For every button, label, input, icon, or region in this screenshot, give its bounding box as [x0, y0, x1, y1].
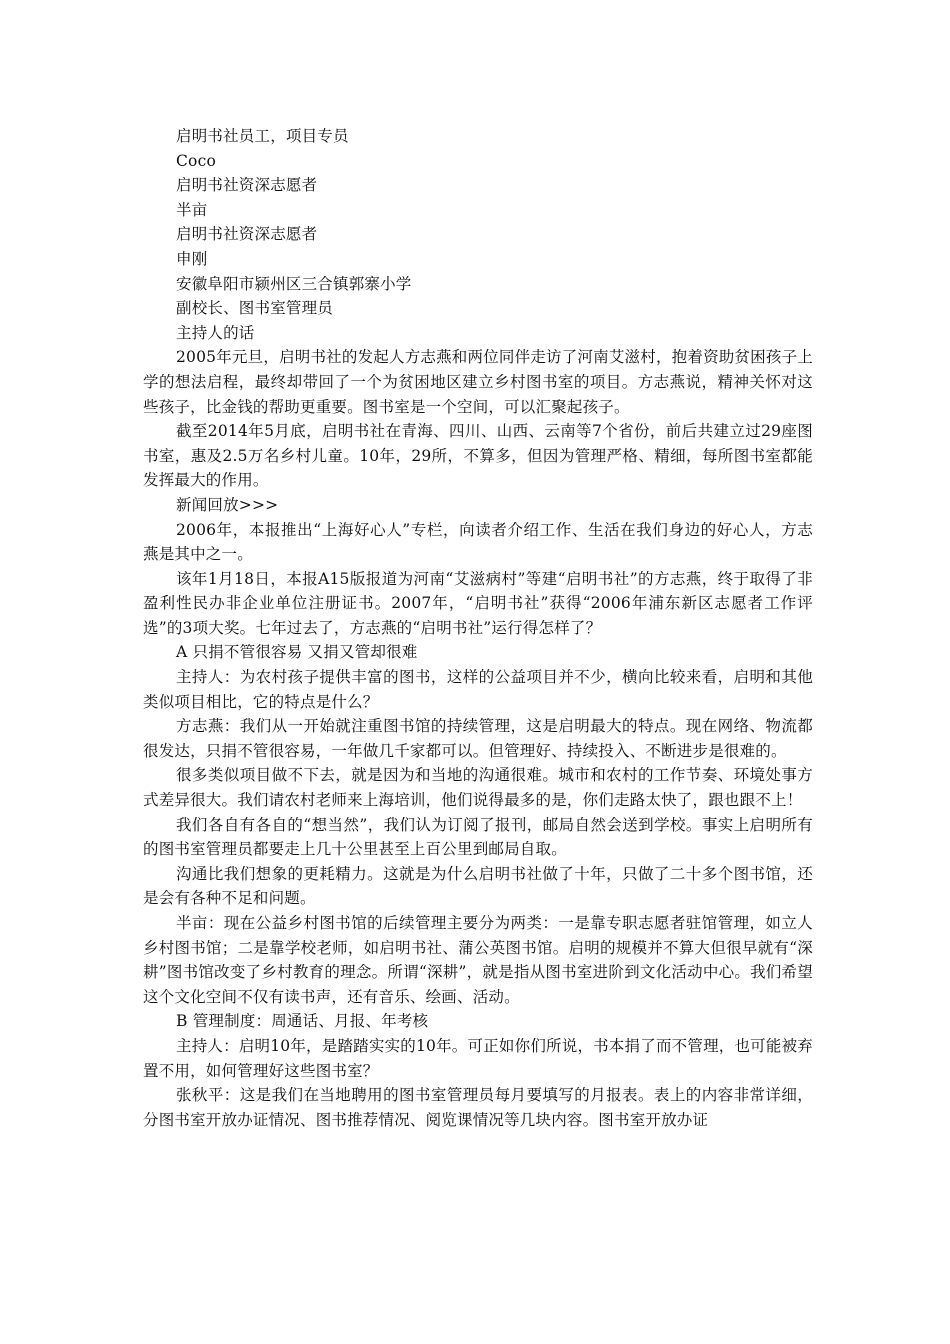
para-name-coco: Coco [176, 151, 217, 170]
para-host-words-2: 截至2014年5月底，启明书社在青海、四川、山西、云南等7个省份，前后共建立过29座图书室，惠及2.5万名乡村儿童。10年，29所，不算多，但因为管理严格、精细，每所图书室都能发挥最大的作用。 [143, 422, 813, 490]
para-name-banmu: 半亩 [176, 200, 208, 219]
para-fang-answer-1: 方志燕：我们从一开始就注重图书馆的持续管理，这是启明最大的特点。现在网络、物流都很发达，只捐不管很容易，一年做几千家都可以。但管理好、持续投入、不断进步是很难的。 [143, 717, 813, 760]
para-host-question-2: 主持人：启明10年，是踏踏实实的10年。可正如你们所说，书本捐了而不管理，也可能被弃置不用，如何管理好这些图书室？ [143, 1036, 813, 1080]
para-name-shengang: 申刚 [176, 249, 208, 268]
section-b-heading: B 管理制度：周通话、月报、年考核 [176, 1012, 429, 1031]
para-school-role: 副校长、图书室管理员 [176, 299, 334, 318]
para-school: 安徽阜阳市颍州区三合镇郭寨小学 [176, 274, 412, 293]
section-a-heading: A 只捐不管很容易 又捐又管却很难 [176, 643, 418, 662]
para-volunteer-title-2: 启明书社资深志愿者 [176, 225, 318, 244]
document-body [143, 124, 813, 1132]
para-fang-answer-4: 沟通比我们想象的更耗精力。这就是为什么启明书社做了十年，只做了二十多个图书馆，还是会有各种不足和问题。 [143, 864, 813, 908]
para-fang-answer-3: 我们各自有各自的“想当然”，我们认为订阅了报刊，邮局自然会送到学校。事实上启明所有的图书室管理员都要走上几十公里甚至上百公里到邮局自取。 [143, 815, 813, 859]
para-news-replay-1: 2006年，本报推出“上海好心人”专栏，向读者介绍工作、生活在我们身边的好心人，方志燕是其中之一。 [143, 520, 813, 564]
para-news-replay-heading: 新闻回放>>> [176, 495, 279, 514]
para-fang-answer-2: 很多类似项目做不下去，就是因为和当地的沟通很难。城市和农村的工作节奏、环境处事方式差异很大。我们请农村老师来上海培训，他们说得最多的是，你们走路太快了，跟也跟不上！ [143, 766, 813, 810]
para-host-words-heading: 主持人的话 [176, 323, 255, 342]
para-staff-title: 启明书社员工，项目专员 [176, 127, 349, 145]
para-host-words-1: 2005年元旦，启明书社的发起人方志燕和两位同伴走访了河南艾滋村，抱着资助贫困孩子上学的想法启程，最终却带回了一个为贫困地区建立乡村图书室的项目。方志燕说，精神关怀对这些孩子，比金钱的帮助更重要。图书室是一个空间，可以汇聚起孩子。 [143, 348, 813, 416]
para-banmu-answer: 半亩：现在公益乡村图书馆的后续管理主要分为两类：一是靠专职志愿者驻馆管理，如立人乡村图书馆；二是靠学校老师，如启明书社、蒲公英图书馆。启明的规模并不算大但很早就有“深耕”图书馆改变了乡村教育的理念。所谓“深耕”，就是指从图书室进阶到文化活动中心。我们希望这个文化空间不仅有读书声，还有音乐、绘画、活动。 [143, 914, 813, 1006]
para-volunteer-title-1: 启明书社资深志愿者 [176, 176, 318, 195]
para-zhang-answer: 张秋平：这是我们在当地聘用的图书室管理员每月要填写的月报表。表上的内容非常详细，分图书室开放办证情况、图书推荐情况、阅览课情况等几块内容。图书室开放办证 [143, 1086, 813, 1129]
para-news-replay-2: 该年1月18日，本报A15版报道为河南“艾滋病村”等建“启明书社”的方志燕，终于取得了非盈利性民办非企业单位注册证书。2007年，“启明书社”获得“2006年浦东新区志愿者工作评选”的3项大奖。七年过去了，方志燕的“启明书社”运行得怎样了？ [143, 569, 813, 637]
para-host-question-1: 主持人：为农村孩子提供丰富的图书，这样的公益项目并不少，横向比较来看，启明和其他类似项目相比，它的特点是什么？ [143, 668, 813, 711]
